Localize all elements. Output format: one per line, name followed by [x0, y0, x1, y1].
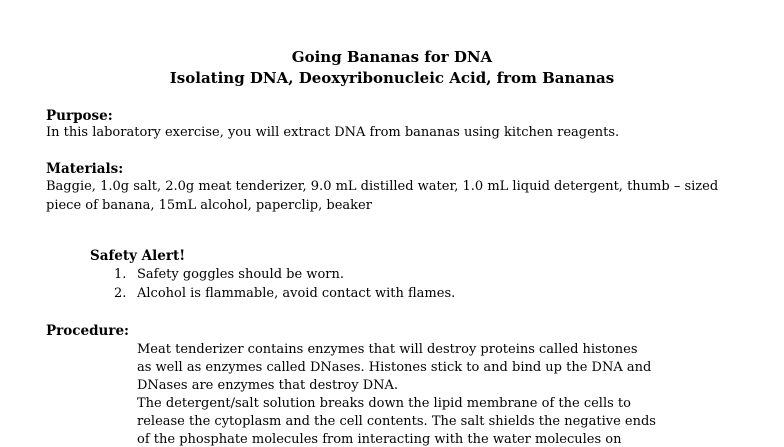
document-subtitle: Isolating DNA, Deoxyribonucleic Acid, from Bananas — [169, 69, 615, 87]
list-text: Safety goggles should be worn. — [137, 267, 344, 282]
safety-heading: Safety Alert! — [90, 248, 186, 264]
list-text: Alcohol is flammable, avoid contact with flames. — [137, 286, 456, 301]
purpose-heading: Purpose: — [46, 108, 113, 124]
procedure-line: release the cytoplasm and the cell contents. The salt shields the negative ends — [137, 414, 656, 429]
materials-line: Baggie, 1.0g salt, 2.0g meat tenderizer, 9.0 mL distilled water, 1.0 mL liquid detergent, thumb – sized — [46, 179, 719, 194]
procedure-line: of the phosphate molecules from interacting with the water molecules on — [137, 432, 622, 447]
procedure-line: DNases are enzymes that destroy DNA. — [137, 378, 399, 393]
materials-line: piece of banana, 15mL alcohol, paperclip, beaker — [46, 198, 372, 213]
procedure-heading: Procedure: — [46, 323, 130, 339]
materials-heading: Materials: — [46, 161, 124, 177]
document-title: Going Bananas for DNA — [291, 48, 493, 66]
procedure-line: The detergent/salt solution breaks down the lipid membrane of the cells to — [137, 396, 631, 411]
list-number: 1. — [114, 267, 127, 282]
procedure-line: as well as enzymes called DNases. Histones stick to and bind up the DNA and — [137, 360, 652, 375]
procedure-line: Meat tenderizer contains enzymes that will destroy proteins called histones — [137, 342, 638, 357]
list-number: 2. — [114, 286, 127, 301]
purpose-text: In this laboratory exercise, you will extract DNA from bananas using kitchen reagents. — [46, 125, 620, 140]
